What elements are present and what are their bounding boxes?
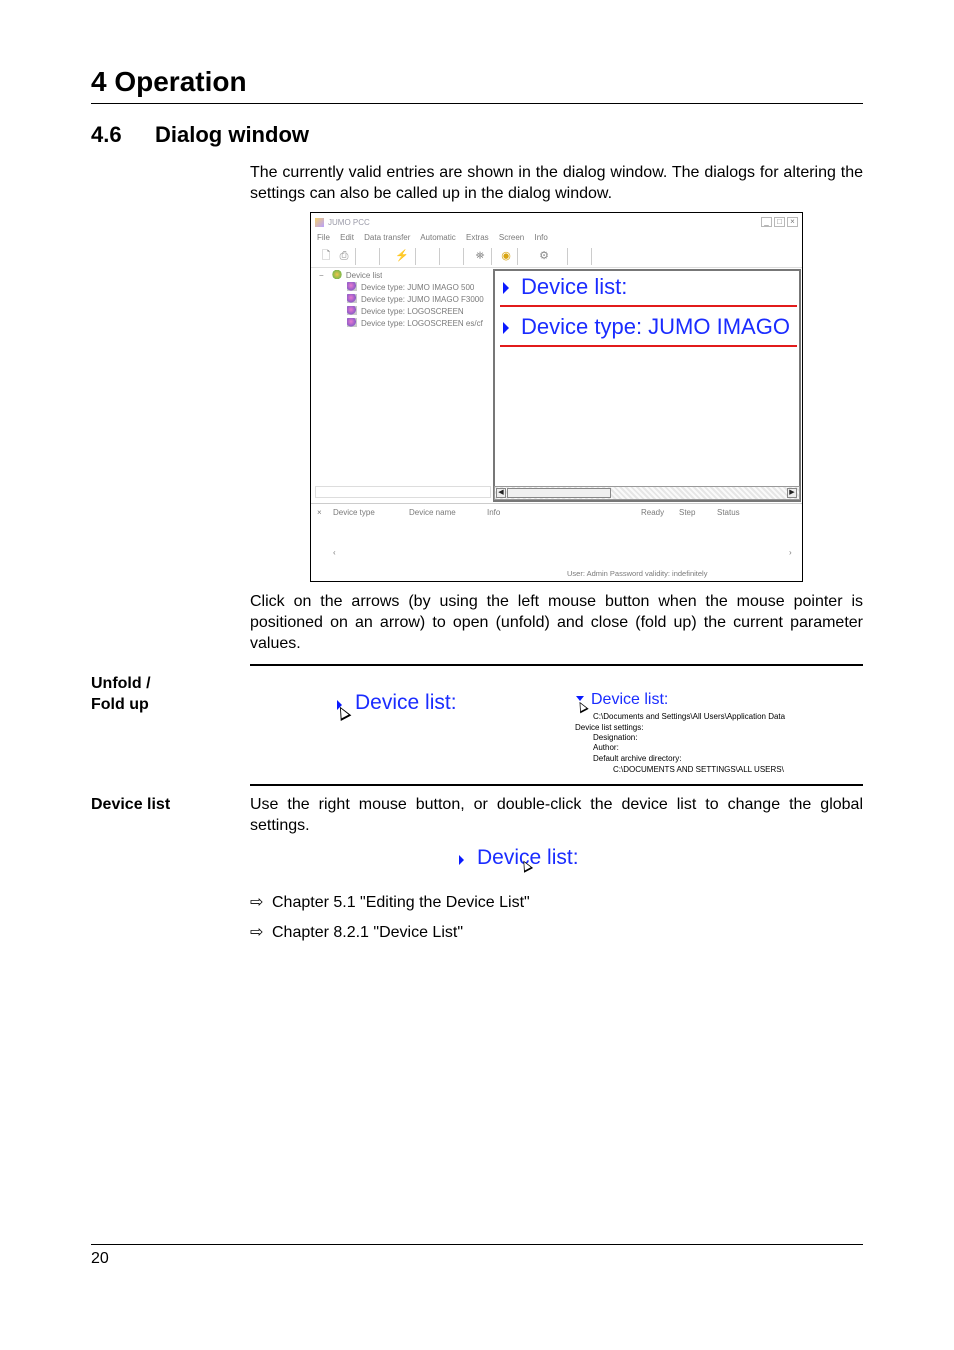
open-example-label: Device list: <box>591 691 669 708</box>
panel-device-list-line[interactable]: Device list: <box>500 272 797 307</box>
tree-scrollbar[interactable] <box>315 486 491 498</box>
toolbar <box>311 246 802 268</box>
menu-file[interactable]: File <box>317 233 330 242</box>
section-rule <box>250 664 863 666</box>
toolbar-separator <box>591 248 592 265</box>
tree-item[interactable]: Device type: LOGOSCREEN es/cf <box>347 318 489 330</box>
intro-paragraph: The currently valid entries are shown in the dialog window. The dialogs for altering the settings can also be called up in the dialog window. <box>250 164 863 202</box>
expand-arrow-icon[interactable] <box>503 282 509 294</box>
menu-data-transfer[interactable]: Data transfer <box>364 233 411 242</box>
device-tree <box>315 269 491 501</box>
menu-automatic[interactable]: Automatic <box>420 233 456 242</box>
tree-item[interactable]: Device type: JUMO IMAGO 500 <box>347 282 489 294</box>
open-example-line: Device list settings: <box>575 723 644 732</box>
footer-rule <box>91 1244 863 1245</box>
binoculars-icon[interactable]: ⛯ <box>475 250 485 262</box>
open-example-line: C:\DOCUMENTS AND SETTINGS\ALL USERS\ <box>613 765 784 772</box>
toolbar-separator <box>463 248 464 265</box>
expand-arrow-icon[interactable] <box>459 855 464 865</box>
cross-reference[interactable]: ⇨ Chapter 8.2.1 "Device List" <box>250 924 464 941</box>
print-icon[interactable]: ⎙ <box>339 250 349 262</box>
column-header[interactable]: Info <box>487 508 501 517</box>
red-underline <box>500 345 797 347</box>
toolbar-separator <box>415 248 416 265</box>
cross-reference[interactable]: ⇨ Chapter 5.1 "Editing the Device List" <box>250 894 530 911</box>
menu-info[interactable]: Info <box>534 233 548 242</box>
device-icon <box>347 318 357 327</box>
maximize-button[interactable]: □ <box>774 217 785 227</box>
menu-extras[interactable]: Extras <box>466 233 489 242</box>
scroll-right-icon[interactable]: › <box>789 548 792 557</box>
red-underline <box>500 305 797 307</box>
device-list-paragraph: Use the right mouse button, or double-click the device list to change the global settings. <box>250 796 863 834</box>
closed-example-label: Device list: <box>355 691 457 714</box>
device-icon <box>347 306 357 315</box>
section-rule <box>250 784 863 786</box>
tree-item[interactable]: Device type: JUMO IMAGO F3000 <box>347 294 489 306</box>
clock-icon[interactable]: ◉ <box>501 250 511 262</box>
menu-edit[interactable]: Edit <box>340 233 354 242</box>
device-list-example <box>456 845 616 877</box>
chapter-title: 4 Operation <box>91 66 247 97</box>
window-title: JUMO PCC <box>328 218 370 227</box>
expand-arrow-icon[interactable] <box>503 322 509 334</box>
dialog-window-screenshot <box>310 212 803 582</box>
open-example-line: C:\Documents and Settings\All Users\Application Data <box>593 712 786 721</box>
scroll-left-icon[interactable]: ◀ <box>496 488 506 498</box>
page-number: 20 <box>91 1250 109 1267</box>
arrows-paragraph: Click on the arrows (by using the left mouse button when the mouse pointer is positioned on an arrow) to open (unfold) and close (fold up) the current parameter values. <box>250 593 863 652</box>
status-bar: User: Admin Password validity: indefinitely <box>567 569 708 578</box>
close-button[interactable]: × <box>787 217 798 227</box>
app-icon <box>315 218 324 227</box>
column-header[interactable]: Ready <box>641 508 665 517</box>
open-example-line: Designation: <box>593 733 638 742</box>
section-title: Dialog window <box>155 122 309 147</box>
close-pane-icon[interactable]: × <box>317 508 322 517</box>
scroll-right-icon[interactable]: ▶ <box>787 488 797 498</box>
menu-screen[interactable]: Screen <box>498 233 525 242</box>
device-icon <box>347 294 357 303</box>
tree-item[interactable]: Device type: LOGOSCREEN <box>347 306 489 318</box>
window-titlebar <box>311 213 802 233</box>
open-example-line: Default archive directory: <box>593 754 682 763</box>
arrow-right-icon: ⇨ <box>250 894 264 911</box>
dialog-panel <box>493 269 801 502</box>
column-header[interactable]: Device name <box>409 508 456 517</box>
toolbar-separator <box>491 248 492 265</box>
device-status-table <box>311 503 802 565</box>
tree-root-icon <box>332 270 342 279</box>
open-example-line: Author: <box>593 743 619 752</box>
header-rule <box>91 103 863 104</box>
panel-scrollbar[interactable] <box>494 486 800 500</box>
toolbar-separator <box>439 248 440 265</box>
toolbar-separator <box>517 248 518 265</box>
scroll-left-icon[interactable]: ‹ <box>333 548 336 557</box>
toolbar-separator <box>379 248 380 265</box>
panel-device-type-line[interactable]: Device type: JUMO IMAGO <box>500 312 797 347</box>
new-document-icon[interactable]: 🗋 <box>321 250 331 262</box>
toolbar-separator <box>567 248 568 265</box>
tree-root[interactable]: − Device list <box>319 271 383 280</box>
device-icon <box>347 282 357 291</box>
connect-icon[interactable]: ⚡ <box>395 250 409 262</box>
menu-bar <box>317 233 556 245</box>
device-list-label: Device list <box>91 796 171 813</box>
mouse-pointer-icon <box>575 700 588 714</box>
column-header[interactable]: Status <box>717 508 740 517</box>
unfold-label: Unfold / Fold up <box>91 675 151 713</box>
column-header[interactable]: Device type <box>333 508 375 517</box>
open-example <box>572 690 786 772</box>
section-number: 4.6 <box>91 122 122 147</box>
toolbar-separator <box>355 248 356 265</box>
device-list-example-label: Device list: <box>477 846 579 869</box>
settings-icon[interactable]: ⚙ <box>539 250 549 262</box>
collapse-icon[interactable]: − <box>319 271 324 280</box>
minimize-button[interactable]: _ <box>761 217 772 227</box>
arrow-right-icon: ⇨ <box>250 924 264 941</box>
column-header[interactable]: Step <box>679 508 696 517</box>
closed-example <box>330 688 490 728</box>
scrollbar-thumb[interactable] <box>507 488 611 498</box>
